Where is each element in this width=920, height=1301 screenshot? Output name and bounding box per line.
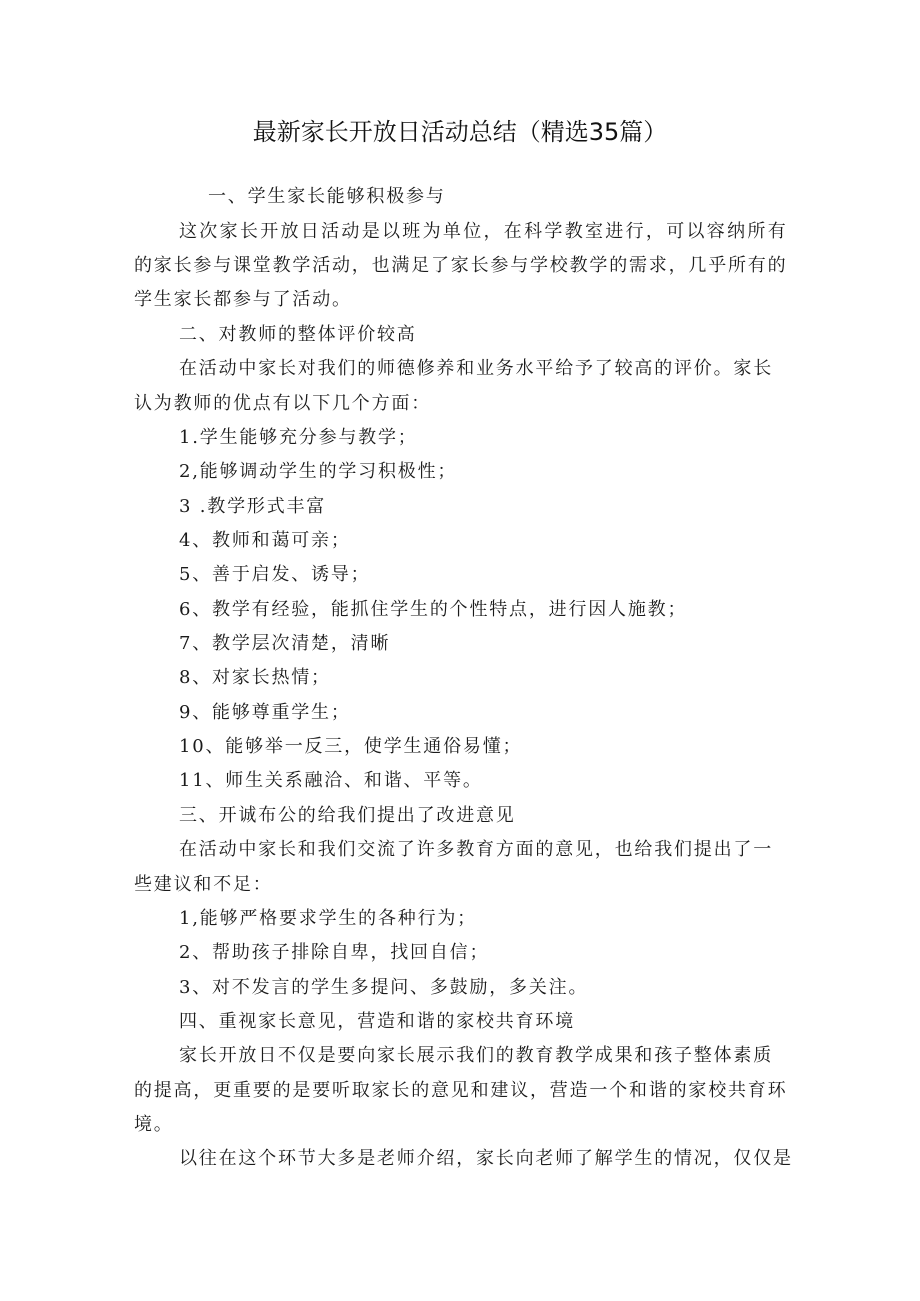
document-title: 最新家长开放日活动总结（精选35篇）	[252, 118, 668, 146]
list-item: 3 .教学形式丰富	[179, 496, 327, 517]
list-item: 2,能够调动学生的学习积极性；	[179, 461, 458, 482]
heading-1: 一、学生家长能够积极参与	[208, 186, 446, 207]
list-item: 6、教学有经验，能抓住学生的个性特点，进行因人施教；	[179, 599, 688, 620]
paragraph-line: 认为教师的优点有以下几个方面：	[134, 393, 431, 414]
list-item: 1.学生能够充分参与教学；	[179, 427, 418, 448]
paragraph-line: 的提高，更重要的是要听取家长的意见和建议，营造一个和谐的家校共育环	[134, 1080, 788, 1101]
heading-3: 三、开诚布公的给我们提出了改进意见	[179, 805, 516, 826]
paragraph-line: 的家长参与课堂教学活动，也满足了家长参与学校教学的需求，几乎所有的	[134, 255, 788, 276]
heading-4: 四、重视家长意见，营造和谐的家校共育环境	[179, 1011, 575, 1032]
paragraph-line: 境。	[134, 1114, 174, 1135]
list-item: 11、师生关系融洽、和谐、平等。	[179, 770, 483, 791]
paragraph-line: 家长开放日不仅是要向家长展示我们的教育教学成果和孩子整体素质	[179, 1045, 773, 1066]
list-item: 1,能够严格要求学生的各种行为；	[179, 908, 477, 929]
paragraph-line: 在活动中家长和我们交流了许多教育方面的意见，也给我们提出了一	[179, 839, 773, 860]
paragraph-line: 学生家长都参与了活动。	[134, 289, 352, 310]
list-item: 3、对不发言的学生多提问、多鼓励，多关注。	[179, 977, 589, 998]
heading-2: 二、对教师的整体评价较高	[179, 324, 417, 345]
list-item: 9、能够尊重学生；	[179, 702, 351, 723]
paragraph-line: 些建议和不足：	[134, 874, 273, 895]
list-item: 4、教师和蔼可亲；	[179, 530, 351, 551]
paragraph-line: 以往在这个环节大多是老师介绍，家长向老师了解学生的情况，仅仅是	[179, 1148, 793, 1169]
list-item: 2、帮助孩子排除自卑，找回自信；	[179, 942, 490, 963]
list-item: 10、能够举一反三，使学生通俗易懂；	[179, 736, 523, 757]
list-item: 8、对家长热情；	[179, 667, 331, 688]
paragraph-line: 这次家长开放日活动是以班为单位，在科学教室进行，可以容纳所有	[179, 221, 788, 242]
paragraph-line: 在活动中家长对我们的师德修养和业务水平给予了较高的评价。家长	[179, 358, 773, 379]
list-item: 7、教学层次清楚，清晰	[179, 633, 391, 654]
list-item: 5、善于启发、诱导；	[179, 564, 371, 585]
